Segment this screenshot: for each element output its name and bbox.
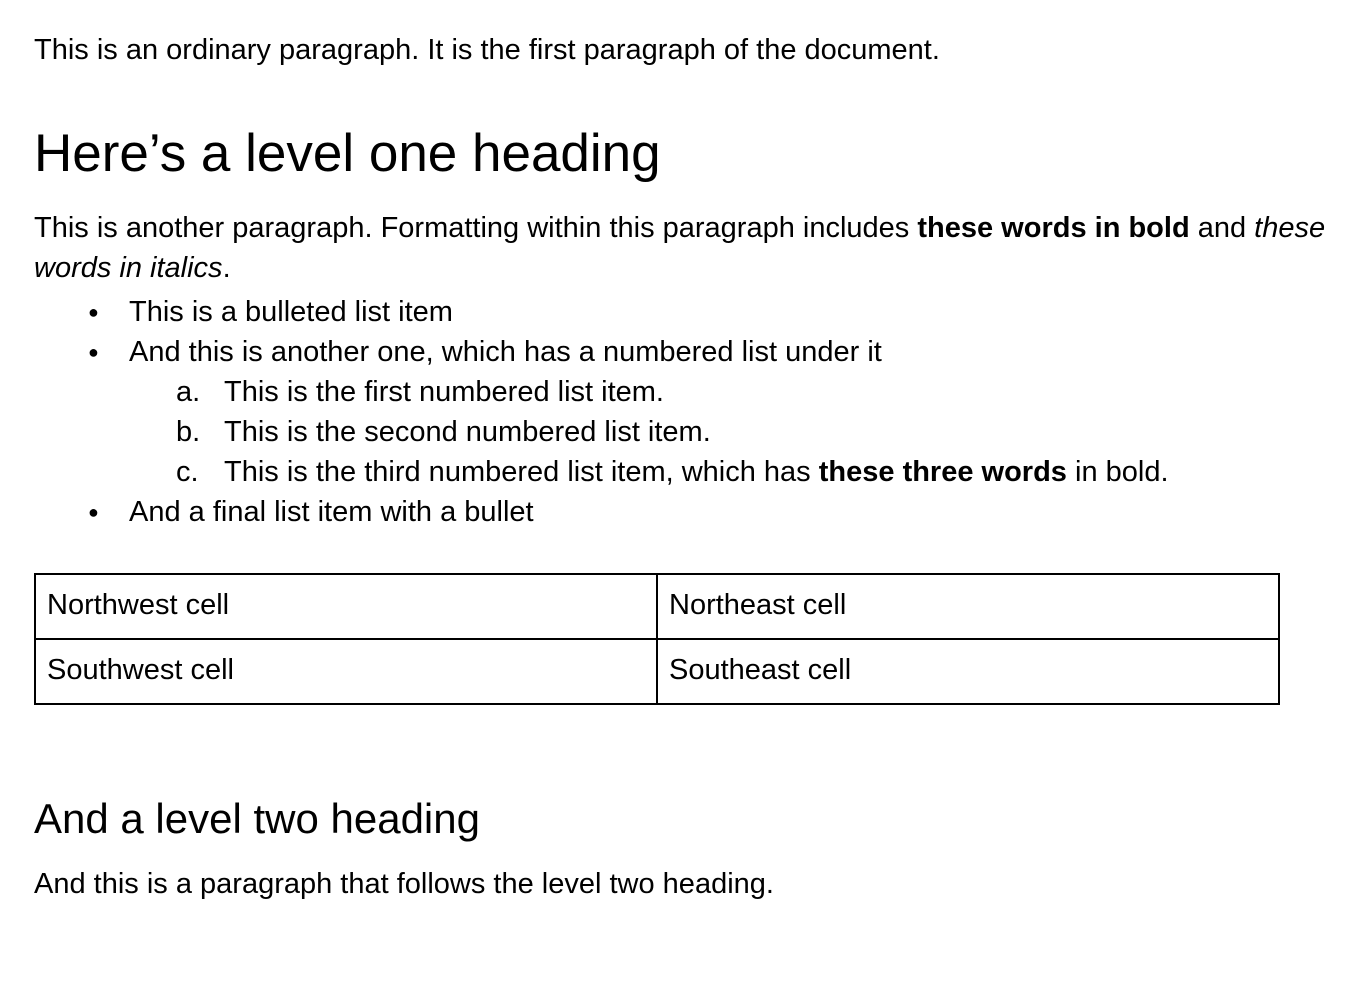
heading-level-1: Here’s a level one heading	[34, 124, 661, 183]
table-cell-northeast: Northeast cell	[657, 574, 1279, 639]
list-item-text: This is the third numbered list item, which has these three words in bold.	[224, 456, 1169, 488]
list-item-text: This is a bulleted list item	[129, 296, 453, 328]
list-item	[34, 332, 1326, 372]
bullet-marker: ●	[88, 502, 99, 522]
table-row	[35, 639, 1279, 704]
table	[34, 573, 1280, 705]
table-cell-southeast: Southeast cell	[657, 639, 1279, 704]
paragraph-formatted: This is another paragraph. Formatting within this paragraph includes these words in bold and these words in italics.	[34, 212, 1326, 284]
numbered-marker: a.	[176, 376, 201, 408]
bullet-marker: ●	[88, 302, 99, 322]
list-item-text: This is the first numbered list item.	[224, 376, 664, 408]
nested-list	[34, 292, 1326, 532]
list-item	[34, 452, 1326, 492]
list-item	[34, 412, 1326, 452]
heading-level-2: And a level two heading	[34, 795, 480, 842]
list-item	[34, 492, 1326, 532]
bullet-marker: ●	[88, 342, 99, 362]
table-row	[35, 574, 1279, 639]
list-item-text: This is the second numbered list item.	[224, 416, 711, 448]
paragraph-intro: This is an ordinary paragraph. It is the first paragraph of the document.	[34, 34, 940, 66]
numbered-marker: b.	[176, 416, 201, 448]
list-item	[34, 372, 1326, 412]
paragraph-after-h2: And this is a paragraph that follows the level two heading.	[34, 868, 774, 900]
list-item	[34, 292, 1326, 332]
list-item-text: And a final list item with a bullet	[129, 496, 534, 528]
table-cell-southwest: Southwest cell	[35, 639, 657, 704]
numbered-marker: c.	[176, 456, 199, 488]
list-item-text: And this is another one, which has a numbered list under it	[129, 336, 882, 368]
table-cell-northwest: Northwest cell	[35, 574, 657, 639]
